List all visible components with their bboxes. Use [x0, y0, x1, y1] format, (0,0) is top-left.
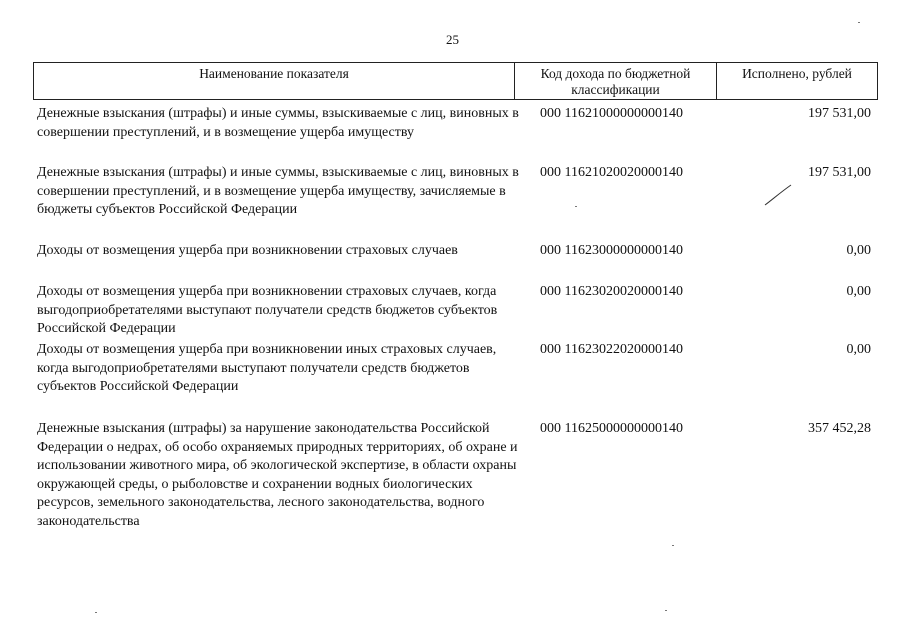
scan-speck — [665, 610, 667, 611]
row-code: 000 11625000000000140 — [540, 421, 683, 436]
row-name: Денежные взыскания (штрафы) и иные суммы, взыскиваемые с лиц, виновных в совершении преступлений, и в возмещение ущерба имуществу — [37, 106, 519, 140]
row-amount: 197 531,00 — [808, 106, 871, 121]
row-code: 000 11623022020000140 — [540, 342, 683, 357]
header-indicator-name: Наименование показателя — [34, 63, 515, 99]
row-name: Доходы от возмещения ущерба при возникновении страховых случаев — [37, 243, 458, 258]
row-amount: 0,00 — [846, 243, 871, 258]
table-header — [33, 62, 878, 100]
row-code: 000 11621000000000140 — [540, 106, 683, 121]
row-name: Денежные взыскания (штрафы) за нарушение законодательства Российской Федерации о недрах, об особо охраняемых природных территориях, об охране и использовании животного мира, об экологической экспертизе, в области охраны окружающей среды, о рыболовстве и сохранении водных биологических ресурсов, земельного законодательства, лесного законодательства, водного законодательства — [37, 421, 518, 529]
header-executed-amount: Исполнено, рублей — [742, 66, 852, 81]
scan-speck — [858, 22, 860, 23]
row-name: Денежные взыскания (штрафы) и иные суммы, взыскиваемые с лиц, виновных в совершении преступлений, и в возмещение ущерба имуществу, зачисляемые в бюджеты субъектов Российской Федерации — [37, 165, 519, 217]
header-income-code: Код дохода по бюджетной классификации — [515, 63, 717, 99]
row-amount: 357 452,28 — [808, 421, 871, 436]
row-name: Доходы от возмещения ущерба при возникновении страховых случаев, когда выгодоприобретателями выступают получатели средств бюджетов субъектов Российской Федерации — [37, 284, 498, 336]
check-mark-stroke — [763, 183, 793, 207]
row-name: Доходы от возмещения ущерба при возникновении иных страховых случаев, когда выгодоприобретателями выступают получатели средств бюджетов субъектов Российской Федерации — [37, 342, 497, 394]
row-amount: 0,00 — [846, 342, 871, 357]
row-code: 000 11621020020000140 — [540, 165, 683, 180]
scan-speck — [95, 612, 97, 613]
row-code: 000 11623000000000140 — [540, 243, 683, 258]
row-amount: 0,00 — [846, 284, 871, 299]
row-code: 000 11623020020000140 — [540, 284, 683, 299]
scan-speck — [672, 545, 674, 546]
page-number: 25 — [446, 32, 459, 47]
row-amount: 197 531,00 — [808, 165, 871, 180]
scan-speck — [575, 206, 577, 207]
